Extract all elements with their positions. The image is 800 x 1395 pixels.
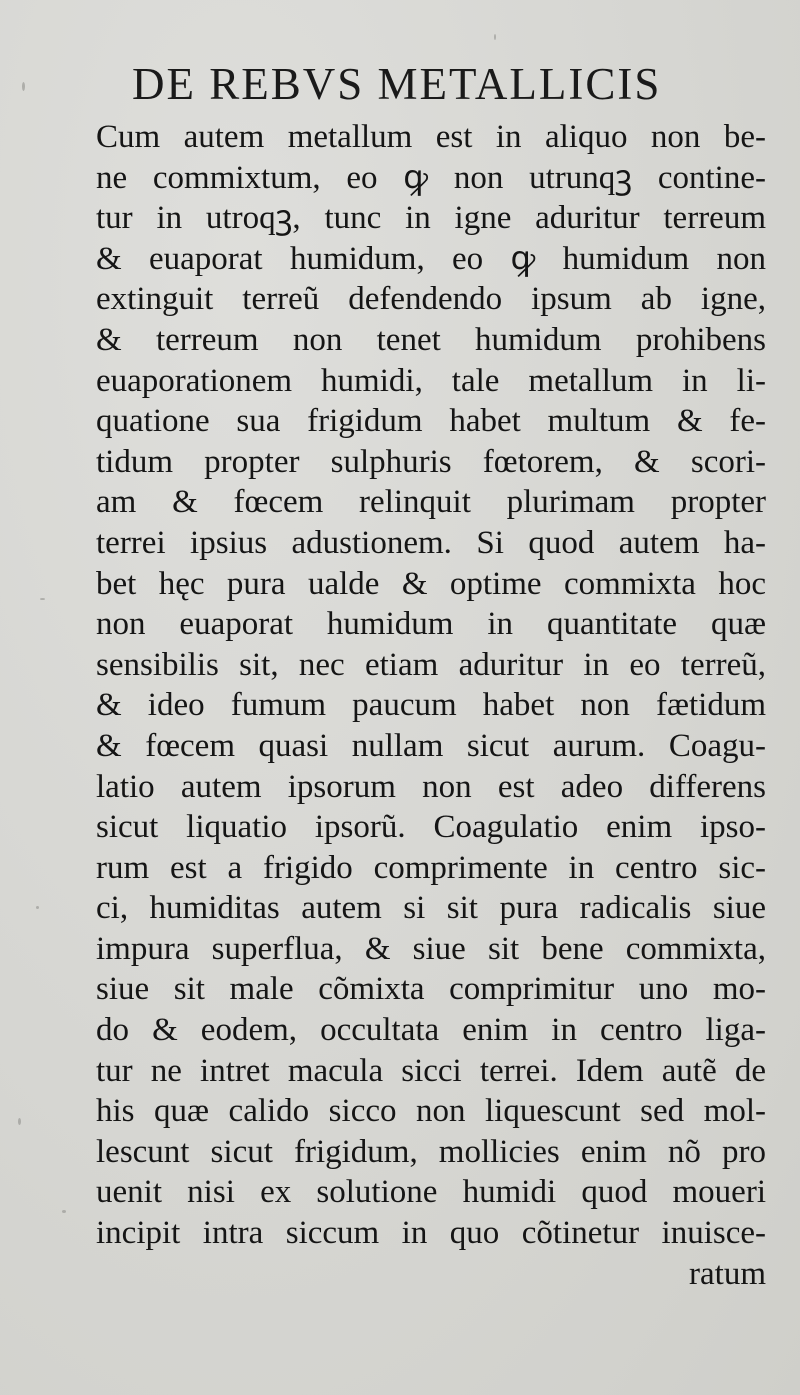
text-line: quatione sua frigidum habet multum & fe- — [96, 403, 766, 440]
text-line: latio autem ipsorum non est adeo differens — [96, 768, 766, 805]
text-line: incipit intra siccum in quo cõtinetur inuisce- — [96, 1215, 766, 1252]
text-line: ci, humiditas autem si sit pura radicalis siue — [96, 890, 766, 927]
text-line: siue sit male cõmixta comprimitur uno mo- — [96, 971, 766, 1008]
text-line: am & fœcem relinquit plurimam propter — [96, 484, 766, 521]
text-line: & fœcem quasi nullam sicut aurum. Coagu- — [96, 727, 766, 764]
text-line: extinguit terreũ defendendo ipsum ab igne, — [96, 281, 766, 318]
text-line: tidum propter sulphuris fœtorem, & scori- — [96, 443, 766, 480]
text-line: rum est a frigido comprimente in centro sic- — [96, 849, 766, 886]
text-line: & euaporat humidum, eo ꝙ humidum non — [96, 240, 766, 277]
paper-speck — [18, 1118, 21, 1125]
text-line: Cum autem metallum est in aliquo non be- — [96, 119, 766, 155]
text-line: sensibilis sit, nec etiam aduritur in eo terreũ, — [96, 646, 766, 683]
text-line: do & eodem, occultata enim in centro liga- — [96, 1012, 766, 1049]
paper-speck — [494, 34, 496, 40]
paper-speck — [36, 906, 39, 909]
text-line: euaporationem humidi, tale metallum in li- — [96, 362, 766, 399]
text-line: lescunt sicut frigidum, mollicies enim nõ pro — [96, 1133, 766, 1170]
paper-speck — [22, 82, 25, 91]
text-line: non euaporat humidum in quantitate quæ — [96, 606, 766, 643]
running-head: DE REBVS METALLICIS — [132, 59, 662, 109]
text-line: & terreum non tenet humidum prohibens — [96, 321, 766, 358]
text-line: uenit nisi ex solutione humidi quod moueri — [96, 1174, 766, 1211]
text-line: ne commixtum, eo ꝙ non utrunqꝫ contine- — [96, 159, 766, 196]
paper-speck — [40, 598, 45, 600]
text-line: tur ne intret macula sicci terrei. Idem autẽ de — [96, 1052, 766, 1089]
body-text — [96, 117, 766, 1294]
text-line: bet hęc pura ualde & optime commixta hoc — [96, 565, 766, 602]
paper-speck — [62, 1210, 66, 1213]
text-line: impura superflua, & siue sit bene commixta, — [96, 930, 766, 967]
text-line: & ideo fumum paucum habet non fætidum — [96, 687, 766, 724]
text-line: sicut liquatio ipsorũ. Coagulatio enim ipso- — [96, 809, 766, 846]
text-line: terrei ipsius adustionem. Si quod autem ha- — [96, 524, 766, 561]
text-line: his quæ calido sicco non liquescunt sed mol- — [96, 1093, 766, 1130]
text-line: tur in utroqꝫ, tunc in igne aduritur terreum — [96, 200, 766, 237]
catchword: ratum — [689, 1255, 766, 1292]
